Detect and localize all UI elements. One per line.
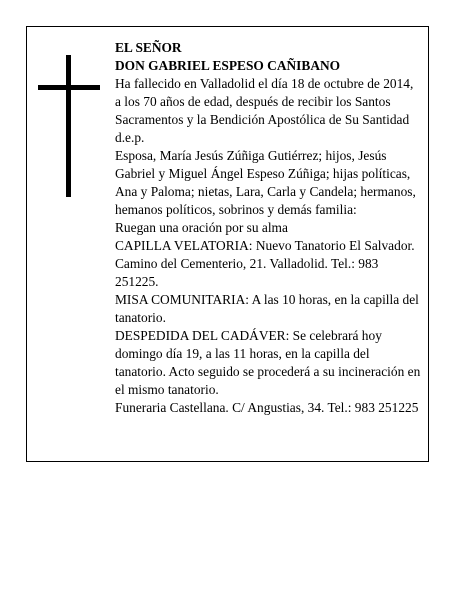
family-list: Esposa, María Jesús Zúñiga Gutiérrez; hijos, Jesús Gabriel y Miguel Ángel Espeso Zúñiga; hijas políticas, Ana y Paloma; nietas, Lara, Carla y Candela; hermanos, hemanos políticos, sobrinos y demás familia: — [115, 148, 416, 217]
obituary-notice-body — [115, 39, 421, 417]
funeral-home-information: Funeraria Castellana. C/ Angustias, 34. Tel.: 983 251225 — [115, 400, 419, 415]
deceased-name: DON GABRIEL ESPESO CAÑIBANO — [115, 58, 341, 73]
prayer-request: Ruegan una oración por su alma — [115, 220, 288, 235]
notice-title: EL SEÑOR — [115, 40, 182, 55]
farewell-information: DESPEDIDA DEL CADÁVER: Se celebrará hoy domingo día 19, a las 11 horas, en la capilla del tanatorio. Acto seguido se procederá a su incineración en el mismo tanatorio. — [115, 328, 421, 397]
cross-icon — [66, 55, 71, 197]
wake-information: CAPILLA VELATORIA: Nuevo Tanatorio El Salvador. Camino del Cementerio, 21. Valladolid. Tel.: 983 251225. — [115, 238, 415, 289]
mass-information: MISA COMUNITARIA: A las 10 horas, en la capilla del tanatorio. — [115, 292, 419, 325]
cross-icon-crossbar — [38, 85, 100, 90]
death-announcement: Ha fallecido en Valladolid el día 18 de octubre de 2014, a los 70 años de edad, después de recibir los Santos Sacramentos y la Bendición Apostólica de Su Santidad d.e.p. — [115, 76, 414, 145]
